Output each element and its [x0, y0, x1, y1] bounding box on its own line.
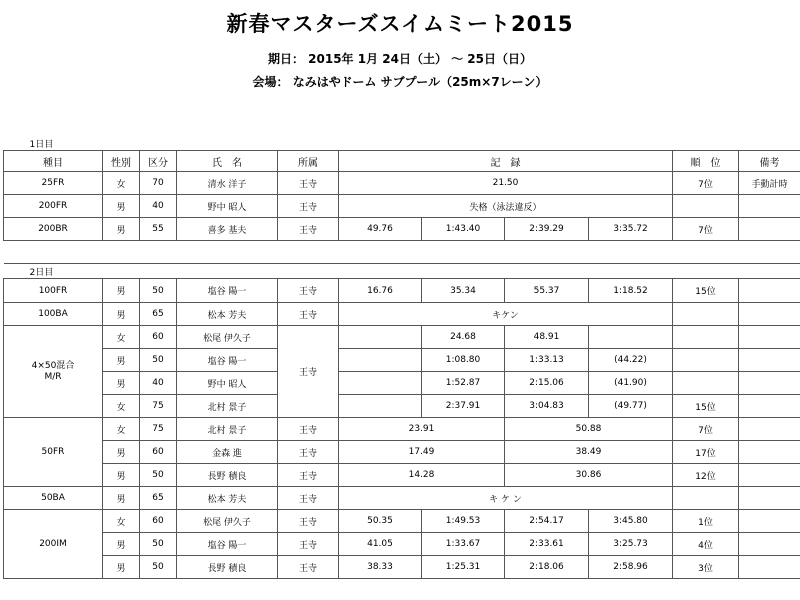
rank-cell: 12位: [673, 464, 739, 487]
class-cell: 60: [140, 326, 177, 349]
split-cell: 23.91: [339, 418, 505, 441]
split-cell: 24.68: [422, 326, 505, 349]
split-cell: 2:33.61: [505, 533, 589, 556]
header-name: 氏 名: [177, 151, 278, 172]
split-cell: 2:37.91: [422, 395, 505, 418]
split-cell: 35.34: [422, 279, 505, 303]
class-cell: 40: [140, 372, 177, 395]
class-cell: 75: [140, 395, 177, 418]
rank-cell: [673, 372, 739, 395]
name-cell: 清水 洋子: [177, 172, 278, 195]
gender-cell: 男: [103, 349, 140, 372]
split-cell: 2:18.06: [505, 556, 589, 579]
rank-cell: 4位: [673, 533, 739, 556]
split-cell: 1:33.67: [422, 533, 505, 556]
gender-cell: 男: [103, 218, 140, 241]
gender-cell: 男: [103, 303, 140, 326]
team-cell: 王寺: [278, 441, 339, 464]
split-cell: 2:58.96: [589, 556, 673, 579]
team-cell: 王寺: [278, 533, 339, 556]
header-row: [4, 151, 800, 172]
table-row: [4, 441, 800, 464]
event-cell: 50FR: [4, 418, 103, 487]
note-cell: [739, 195, 800, 218]
split-cell: 49.76: [339, 218, 422, 241]
gender-cell: 男: [103, 372, 140, 395]
day1-label: 1日目: [4, 136, 800, 151]
name-cell: 塩谷 陽一: [177, 279, 278, 303]
team-cell: 王寺: [278, 464, 339, 487]
rank-cell: 3位: [673, 556, 739, 579]
note-cell: [739, 464, 800, 487]
class-cell: 50: [140, 349, 177, 372]
note-cell: [739, 372, 800, 395]
split-cell: 3:35.72: [589, 218, 673, 241]
gender-cell: 男: [103, 195, 140, 218]
table-row: [4, 533, 800, 556]
result-cell: キケン: [339, 303, 673, 326]
note-cell: [739, 326, 800, 349]
split-cell: 3:04.83: [505, 395, 589, 418]
table-row: [4, 326, 800, 349]
name-cell: 塩谷 陽一: [177, 349, 278, 372]
table-row: [4, 487, 800, 510]
note-cell: [739, 487, 800, 510]
class-cell: 60: [140, 510, 177, 533]
event-cell: 25FR: [4, 172, 103, 195]
team-cell: 王寺: [278, 418, 339, 441]
split-cell: 1:25.31: [422, 556, 505, 579]
header-class: 区分: [140, 151, 177, 172]
split-cell: [339, 326, 422, 349]
note-cell: [739, 279, 800, 303]
gender-cell: 女: [103, 172, 140, 195]
header-event: 種目: [4, 151, 103, 172]
note-cell: [739, 510, 800, 533]
split-cell: 38.33: [339, 556, 422, 579]
team-cell: 王寺: [278, 218, 339, 241]
table-row: [4, 464, 800, 487]
split-cell: 14.28: [339, 464, 505, 487]
table-row: [4, 510, 800, 533]
gender-cell: 男: [103, 441, 140, 464]
split-cell: 55.37: [505, 279, 589, 303]
split-cell: 48.91: [505, 326, 589, 349]
result-cell: 失格（泳法違反）: [339, 195, 673, 218]
split-cell: 1:43.40: [422, 218, 505, 241]
results-table: [3, 136, 800, 579]
table-row: [4, 349, 800, 372]
split-cell: 1:49.53: [422, 510, 505, 533]
gender-cell: 女: [103, 326, 140, 349]
note-cell: [739, 395, 800, 418]
name-cell: 喜多 基夫: [177, 218, 278, 241]
rank-cell: [673, 326, 739, 349]
day1-label-row: [4, 136, 800, 151]
rank-cell: 17位: [673, 441, 739, 464]
event-cell: [4, 326, 103, 418]
split-cell: [589, 326, 673, 349]
meet-period: 期日： 2015年 1月 24日（土） ～ 25日（日）: [267, 52, 533, 66]
split-cell: (41.90): [589, 372, 673, 395]
name-cell: 北村 景子: [177, 418, 278, 441]
result-cell: キ ケ ン: [339, 487, 673, 510]
event-cell: 200IM: [4, 510, 103, 579]
split-cell: 3:45.80: [589, 510, 673, 533]
split-cell: (49.77): [589, 395, 673, 418]
note-cell: [739, 441, 800, 464]
table-row: [4, 218, 800, 241]
final-cell: 30.86: [505, 464, 673, 487]
name-cell: 松尾 伊久子: [177, 326, 278, 349]
header-record: 記 録: [339, 151, 673, 172]
table-row: [4, 418, 800, 441]
team-cell: 王寺: [278, 556, 339, 579]
split-cell: 41.05: [339, 533, 422, 556]
relay-event-line2: M/R: [44, 371, 62, 382]
gender-cell: 女: [103, 395, 140, 418]
gender-cell: 女: [103, 510, 140, 533]
split-cell: [339, 349, 422, 372]
name-cell: 長野 積良: [177, 464, 278, 487]
class-cell: 65: [140, 303, 177, 326]
table-row: [4, 395, 800, 418]
note-cell: [739, 303, 800, 326]
relay-event-line1: 4×50混合: [31, 360, 75, 371]
class-cell: 50: [140, 556, 177, 579]
split-cell: 1:08.80: [422, 349, 505, 372]
note-cell: [739, 533, 800, 556]
note-cell: 手動計時: [739, 172, 800, 195]
team-cell: 王寺: [278, 326, 339, 418]
name-cell: 長野 積良: [177, 556, 278, 579]
split-cell: 2:15.06: [505, 372, 589, 395]
event-cell: 200FR: [4, 195, 103, 218]
name-cell: 松本 芳夫: [177, 303, 278, 326]
class-cell: 75: [140, 418, 177, 441]
day2-label: 2日目: [4, 264, 800, 279]
split-cell: [339, 395, 422, 418]
header-rank: 順 位: [673, 151, 739, 172]
rank-cell: 15位: [673, 395, 739, 418]
gender-cell: 男: [103, 533, 140, 556]
note-cell: [739, 418, 800, 441]
split-cell: 2:39.29: [505, 218, 589, 241]
rank-cell: 7位: [673, 218, 739, 241]
team-cell: 王寺: [278, 303, 339, 326]
team-cell: 王寺: [278, 510, 339, 533]
name-cell: 塩谷 陽一: [177, 533, 278, 556]
page-title: 新春マスターズスイムミート2015: [226, 12, 574, 36]
table-row: [4, 172, 800, 195]
time-cell: 21.50: [339, 172, 673, 195]
team-cell: 王寺: [278, 279, 339, 303]
event-cell: 100FR: [4, 279, 103, 303]
rank-cell: 7位: [673, 418, 739, 441]
split-cell: 1:33.13: [505, 349, 589, 372]
note-cell: [739, 218, 800, 241]
class-cell: 60: [140, 441, 177, 464]
final-cell: 50.88: [505, 418, 673, 441]
rank-cell: 15位: [673, 279, 739, 303]
split-cell: (44.22): [589, 349, 673, 372]
class-cell: 50: [140, 279, 177, 303]
class-cell: 70: [140, 172, 177, 195]
event-cell: 100BA: [4, 303, 103, 326]
meet-venue: 会場： なみはやドーム サブプール（25m×7レーン）: [252, 75, 548, 89]
table-row: [4, 372, 800, 395]
name-cell: 松本 芳夫: [177, 487, 278, 510]
gender-cell: 男: [103, 279, 140, 303]
split-cell: [339, 372, 422, 395]
final-cell: 38.49: [505, 441, 673, 464]
split-cell: 2:54.17: [505, 510, 589, 533]
header-note: 備考: [739, 151, 800, 172]
rank-cell: [673, 487, 739, 510]
rank-cell: [673, 303, 739, 326]
class-cell: 50: [140, 533, 177, 556]
rank-cell: 1位: [673, 510, 739, 533]
note-cell: [739, 556, 800, 579]
rank-cell: 7位: [673, 172, 739, 195]
name-cell: 野中 昭人: [177, 372, 278, 395]
rank-cell: [673, 195, 739, 218]
day2-label-row: [4, 264, 800, 279]
table-row: [4, 556, 800, 579]
split-cell: 16.76: [339, 279, 422, 303]
table-row: [4, 195, 800, 218]
name-cell: 野中 昭人: [177, 195, 278, 218]
team-cell: 王寺: [278, 195, 339, 218]
split-cell: 17.49: [339, 441, 505, 464]
header-team: 所属: [278, 151, 339, 172]
table-row: [4, 303, 800, 326]
gender-cell: 男: [103, 464, 140, 487]
spacer-row: [4, 241, 800, 264]
team-cell: 王寺: [278, 487, 339, 510]
gender-cell: 男: [103, 556, 140, 579]
name-cell: 松尾 伊久子: [177, 510, 278, 533]
team-cell: 王寺: [278, 172, 339, 195]
name-cell: 北村 景子: [177, 395, 278, 418]
event-cell: 50BA: [4, 487, 103, 510]
split-cell: 1:18.52: [589, 279, 673, 303]
gender-cell: 男: [103, 487, 140, 510]
name-cell: 金森 進: [177, 441, 278, 464]
class-cell: 40: [140, 195, 177, 218]
class-cell: 65: [140, 487, 177, 510]
gender-cell: 女: [103, 418, 140, 441]
rank-cell: [673, 349, 739, 372]
table-row: [4, 279, 800, 303]
split-cell: 1:52.87: [422, 372, 505, 395]
split-cell: 3:25.73: [589, 533, 673, 556]
class-cell: 50: [140, 464, 177, 487]
split-cell: 50.35: [339, 510, 422, 533]
event-cell: 200BR: [4, 218, 103, 241]
header-gender: 性別: [103, 151, 140, 172]
class-cell: 55: [140, 218, 177, 241]
note-cell: [739, 349, 800, 372]
